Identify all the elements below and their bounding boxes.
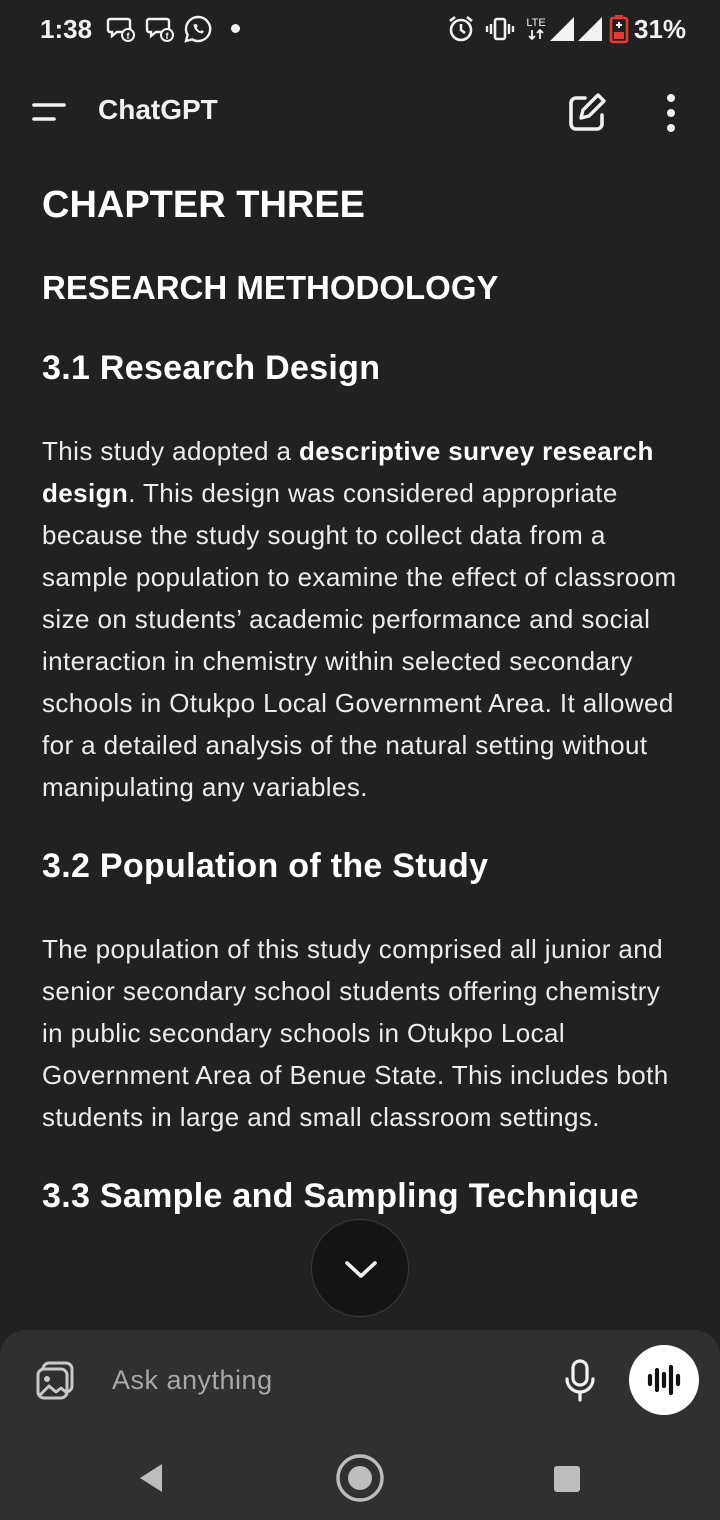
- battery-percent: 31%: [634, 14, 687, 44]
- whatsapp-icon: [183, 14, 213, 44]
- svg-text:LTE: LTE: [526, 17, 546, 29]
- ask-input[interactable]: [112, 1358, 532, 1402]
- navigation-bar: [0, 1430, 720, 1520]
- scroll-down-button[interactable]: [311, 1219, 409, 1317]
- signal-icon: [576, 14, 604, 44]
- app-bar: [0, 72, 720, 152]
- section-heading: 3.2 Population of the Study: [42, 847, 489, 885]
- svg-text:f: f: [126, 31, 130, 41]
- new-chat-icon[interactable]: [562, 88, 612, 138]
- chevron-down-icon: [312, 1220, 410, 1318]
- notification-dot: [231, 24, 240, 33]
- status-time: 1:38: [40, 14, 93, 44]
- microphone-icon[interactable]: [560, 1358, 600, 1404]
- voice-mode-button[interactable]: [629, 1345, 699, 1415]
- paragraph-text: This study adopted a: [42, 436, 299, 466]
- paragraph-text: . This design was considered appropriate because the study sought to collect data from a sample population to examine the effect of classroom size on students’ academic performance and social interaction in chemistry within selected secondary schools in Otukpo Local Government Area. It allowed for a detailed analysis of the natural setting without manipulating any variables.: [42, 478, 677, 802]
- chapter-title: CHAPTER THREE: [42, 184, 366, 226]
- section-heading: 3.1 Research Design: [42, 349, 381, 387]
- paragraph: The population of this study comprised all junior and senior secondary school students offering chemistry in public secondary schools in Otukpo Local Government Area of Benue State. This includes both students in large and small classroom settings.: [42, 934, 669, 1132]
- alarm-icon: [446, 14, 476, 44]
- chat-content[interactable]: [42, 180, 682, 1330]
- signal-icon: [548, 14, 576, 44]
- svg-text:f: f: [165, 31, 169, 41]
- message-icon: [106, 14, 136, 44]
- recents-icon[interactable]: [552, 1464, 582, 1494]
- home-icon[interactable]: [334, 1452, 386, 1504]
- app-title: ChatGPT: [98, 94, 218, 125]
- message-icon: [145, 14, 175, 44]
- more-options-icon[interactable]: [650, 88, 692, 138]
- section-title: RESEARCH METHODOLOGY: [42, 269, 499, 306]
- composer: [0, 1330, 720, 1430]
- paragraph-bold: descriptive survey research design: [42, 436, 654, 508]
- status-bar: [0, 0, 720, 58]
- image-attach-icon[interactable]: [34, 1358, 78, 1402]
- paragraph: [42, 430, 682, 808]
- vibrate-icon: [485, 14, 515, 44]
- back-icon[interactable]: [134, 1460, 170, 1496]
- battery-icon: [608, 14, 630, 44]
- lte-icon: [522, 14, 550, 44]
- menu-icon[interactable]: [26, 92, 72, 132]
- voice-wave-icon: [629, 1345, 699, 1415]
- section-heading: 3.3 Sample and Sampling Technique: [42, 1177, 639, 1215]
